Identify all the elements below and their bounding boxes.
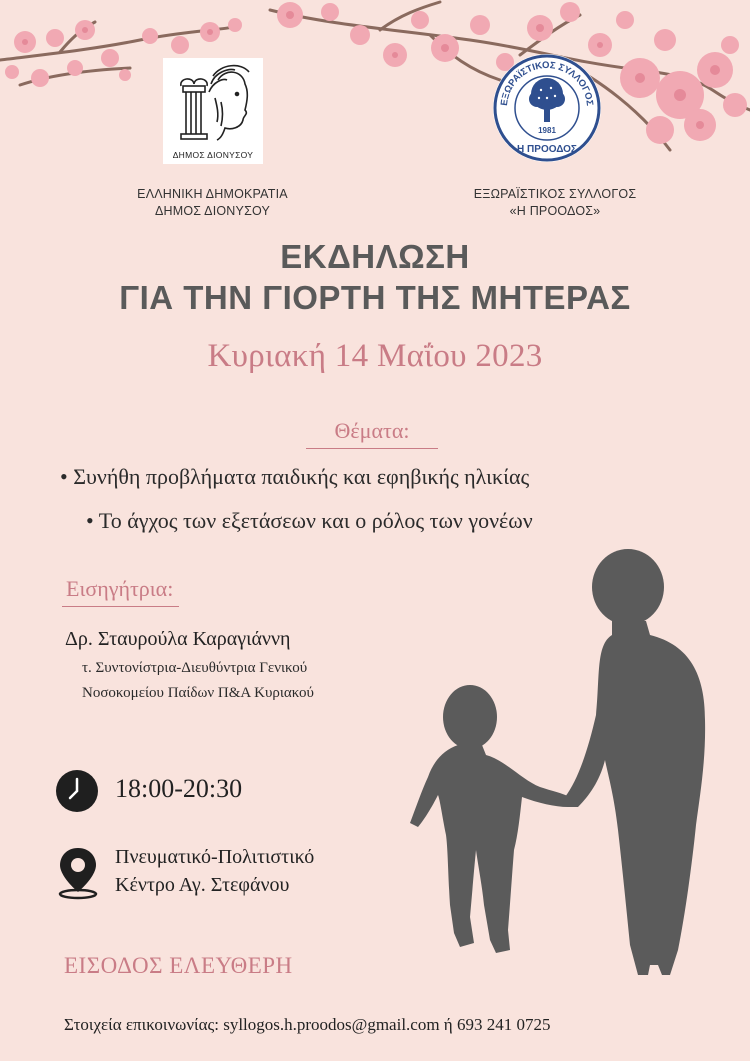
municipality-logo — [163, 58, 263, 164]
seal-bottom-text: Η ΠΡΟΟΔΟΣ — [517, 144, 577, 155]
clock-icon — [56, 770, 98, 812]
event-time: 18:00-20:30 — [115, 774, 243, 803]
organizer-right — [455, 186, 655, 220]
speaker-role-line2: Νοσοκομείου Παίδων Π&Α Κυριακού — [82, 685, 314, 701]
venue-line2: Κέντρο Αγ. Στεφάνου — [115, 874, 290, 896]
association-seal-logo — [491, 52, 603, 164]
event-date: Κυριακή 14 Μαΐου 2023 — [207, 338, 543, 374]
organizer-right-line: «Η ΠΡΟΟΔΟΣ» — [509, 204, 601, 218]
organizer-right-line: ΕΞΩΡΑΪΣΤΙΚΟΣ ΣΥΛΛΟΓΟΣ — [473, 187, 637, 201]
dionysus-head-icon — [163, 58, 263, 148]
event-title-line1: ΕΚΔΗΛΩΣΗ — [280, 238, 470, 275]
venue-line1: Πνευματικό-Πολιτιστικό — [115, 846, 315, 868]
free-entry-notice: ΕΙΣΟΔΟΣ ΕΛΕΥΘΕΡΗ — [64, 953, 293, 978]
mother-child-silhouette-icon — [400, 545, 730, 990]
topic-item: • Συνήθη προβλήματα παιδικής και εφηβικής ηλικίας — [60, 464, 530, 489]
seal-ring-text: ΕΞΩΡΑΪΣΤΙΚΟΣ ΣΥΛΛΟΓΟΣ — [498, 59, 595, 107]
topic-item: • Το άγχος των εξετάσεων και ο ρόλος των γονέων — [86, 508, 533, 533]
speaker-name: Δρ. Σταυρούλα Καραγιάννη — [65, 628, 291, 650]
speaker-heading: Εισηγήτρια: — [62, 576, 179, 607]
location-pin-icon — [56, 846, 100, 900]
municipality-logo-caption: ΔΗΜΟΣ ΔΙΟΝΥΣΟΥ — [172, 150, 254, 160]
organizer-left-line: ΔΗΜΟΣ ΔΙΟΝΥΣΟΥ — [154, 204, 271, 218]
organizer-left-line: ΕΛΛΗΝΙΚΗ ΔΗΜΟΚΡΑΤΙΑ — [137, 187, 288, 201]
seal-year: 1981 — [538, 126, 556, 135]
organizer-left — [110, 186, 315, 220]
contact-info: Στοιχεία επικοινωνίας: syllogos.h.proodos@gmail.com ή 693 241 0725 — [64, 1015, 551, 1034]
topics-heading: Θέματα: — [306, 418, 438, 449]
speaker-role-line1: τ. Συντονίστρια-Διευθύντρια Γενικού — [82, 660, 308, 676]
event-title-line2: ΓΙΑ ΤΗΝ ΓΙΟΡΤΗ ΤΗΣ ΜΗΤΕΡΑΣ — [119, 279, 631, 316]
